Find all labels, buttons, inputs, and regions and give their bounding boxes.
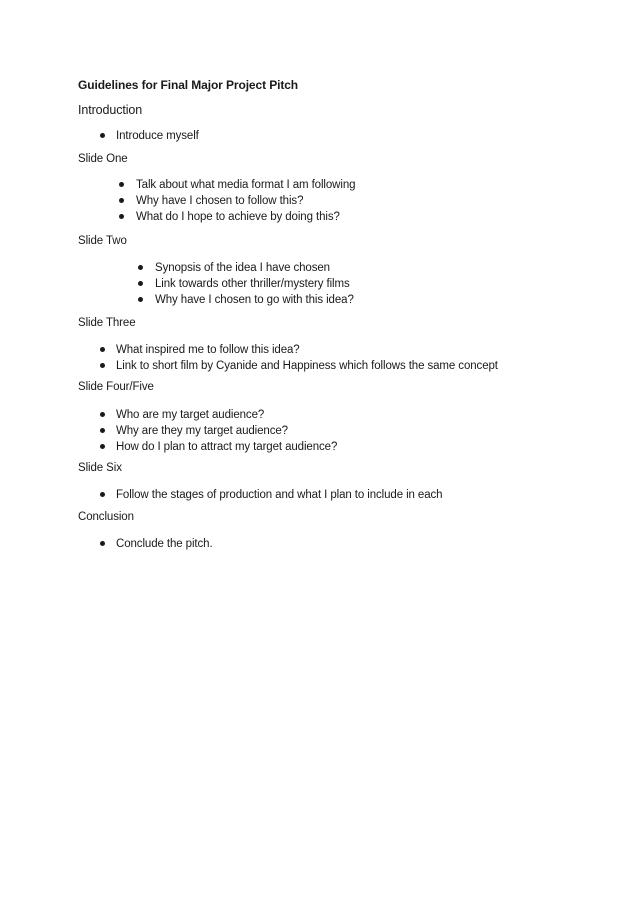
section-heading-slide-one: Slide One: [78, 153, 128, 165]
bullet-icon: [138, 281, 143, 286]
section-heading-conclusion: Conclusion: [78, 511, 134, 523]
document-title: Guidelines for Final Major Project Pitch: [78, 78, 299, 92]
bullet-icon: [100, 444, 105, 449]
list-item: Why have I chosen to follow this?: [136, 195, 304, 207]
list-item: How do I plan to attract my target audience?: [116, 441, 338, 453]
section-heading-slide-four-five: Slide Four/Five: [78, 381, 154, 393]
bullet-icon: [100, 347, 105, 352]
section-heading-slide-six: Slide Six: [78, 462, 122, 474]
section-heading-slide-two: Slide Two: [78, 235, 127, 247]
bullet-icon: [119, 198, 124, 203]
list-item: Introduce myself: [116, 130, 199, 142]
section-heading-slide-three: Slide Three: [78, 317, 136, 329]
list-item: What inspired me to follow this idea?: [116, 344, 300, 356]
list-item: Link towards other thriller/mystery films: [155, 278, 350, 290]
list-item: Synopsis of the idea I have chosen: [155, 262, 330, 274]
bullet-icon: [100, 541, 105, 546]
list-item: What do I hope to achieve by doing this?: [136, 211, 340, 223]
list-item: Conclude the pitch.: [116, 538, 213, 550]
bullet-icon: [100, 133, 105, 138]
bullet-icon: [100, 363, 105, 368]
bullet-icon: [100, 428, 105, 433]
list-item: Who are my target audience?: [116, 409, 265, 421]
list-item: Talk about what media format I am following: [136, 179, 356, 191]
bullet-icon: [138, 297, 143, 302]
bullet-icon: [138, 265, 143, 270]
section-heading-introduction: Introduction: [78, 103, 143, 117]
list-item: Why are they my target audience?: [116, 425, 288, 437]
list-item: Why have I chosen to go with this idea?: [155, 294, 354, 306]
list-item: Link to short film by Cyanide and Happiness which follows the same concept: [116, 360, 498, 372]
bullet-icon: [119, 182, 124, 187]
list-item: Follow the stages of production and what I plan to include in each: [116, 489, 443, 501]
bullet-icon: [100, 492, 105, 497]
bullet-icon: [119, 214, 124, 219]
bullet-icon: [100, 412, 105, 417]
